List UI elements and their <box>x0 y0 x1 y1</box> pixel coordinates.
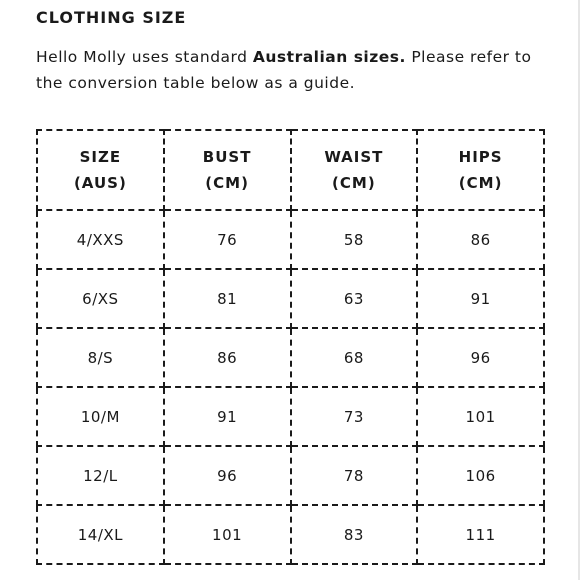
page-title: CLOTHING SIZE <box>36 8 187 27</box>
cell-bust: 101 <box>164 505 291 564</box>
cell-bust: 86 <box>164 328 291 387</box>
intro-text-before: Hello Molly uses standard <box>36 48 253 66</box>
header-waist <box>291 130 418 210</box>
cell-hips: 106 <box>417 446 544 505</box>
cell-size: 8/S <box>37 328 164 387</box>
cell-bust: 91 <box>164 387 291 446</box>
intro-text-after: Please refer to the conversion table below as a guide. <box>36 48 532 92</box>
header-hips-unit: (CM) <box>458 174 503 192</box>
cell-hips: 96 <box>417 328 544 387</box>
header-waist-label: WAIST <box>324 148 384 166</box>
table-row <box>37 269 544 328</box>
cell-hips: 86 <box>417 210 544 269</box>
cell-bust: 96 <box>164 446 291 505</box>
cell-bust: 81 <box>164 269 291 328</box>
table-row <box>37 210 544 269</box>
cell-waist: 78 <box>291 446 418 505</box>
cell-hips: 101 <box>417 387 544 446</box>
table-row <box>37 387 544 446</box>
cell-waist: 58 <box>291 210 418 269</box>
header-bust-label: BUST <box>202 148 252 166</box>
table-row <box>37 446 544 505</box>
cell-hips: 111 <box>417 505 544 564</box>
table-header-row <box>37 130 544 210</box>
header-hips-label: HIPS <box>458 148 503 166</box>
cell-bust: 76 <box>164 210 291 269</box>
header-size <box>37 130 164 210</box>
intro-text <box>36 44 556 96</box>
cell-waist: 83 <box>291 505 418 564</box>
cell-size: 6/XS <box>37 269 164 328</box>
header-size-label: SIZE <box>79 148 122 166</box>
cell-size: 10/M <box>37 387 164 446</box>
cell-size: 4/XXS <box>37 210 164 269</box>
cell-hips: 91 <box>417 269 544 328</box>
table-row <box>37 328 544 387</box>
cell-waist: 73 <box>291 387 418 446</box>
header-hips <box>417 130 544 210</box>
header-bust-unit: (CM) <box>205 174 249 192</box>
header-bust <box>164 130 291 210</box>
cell-size: 12/L <box>37 446 164 505</box>
cell-waist: 63 <box>291 269 418 328</box>
size-conversion-table <box>36 129 545 565</box>
header-waist-unit: (CM) <box>332 174 376 192</box>
table-row <box>37 505 544 564</box>
header-size-unit: (AUS) <box>73 174 127 192</box>
cell-waist: 68 <box>291 328 418 387</box>
intro-text-bold: Australian sizes. <box>252 48 406 66</box>
cell-size: 14/XL <box>37 505 164 564</box>
